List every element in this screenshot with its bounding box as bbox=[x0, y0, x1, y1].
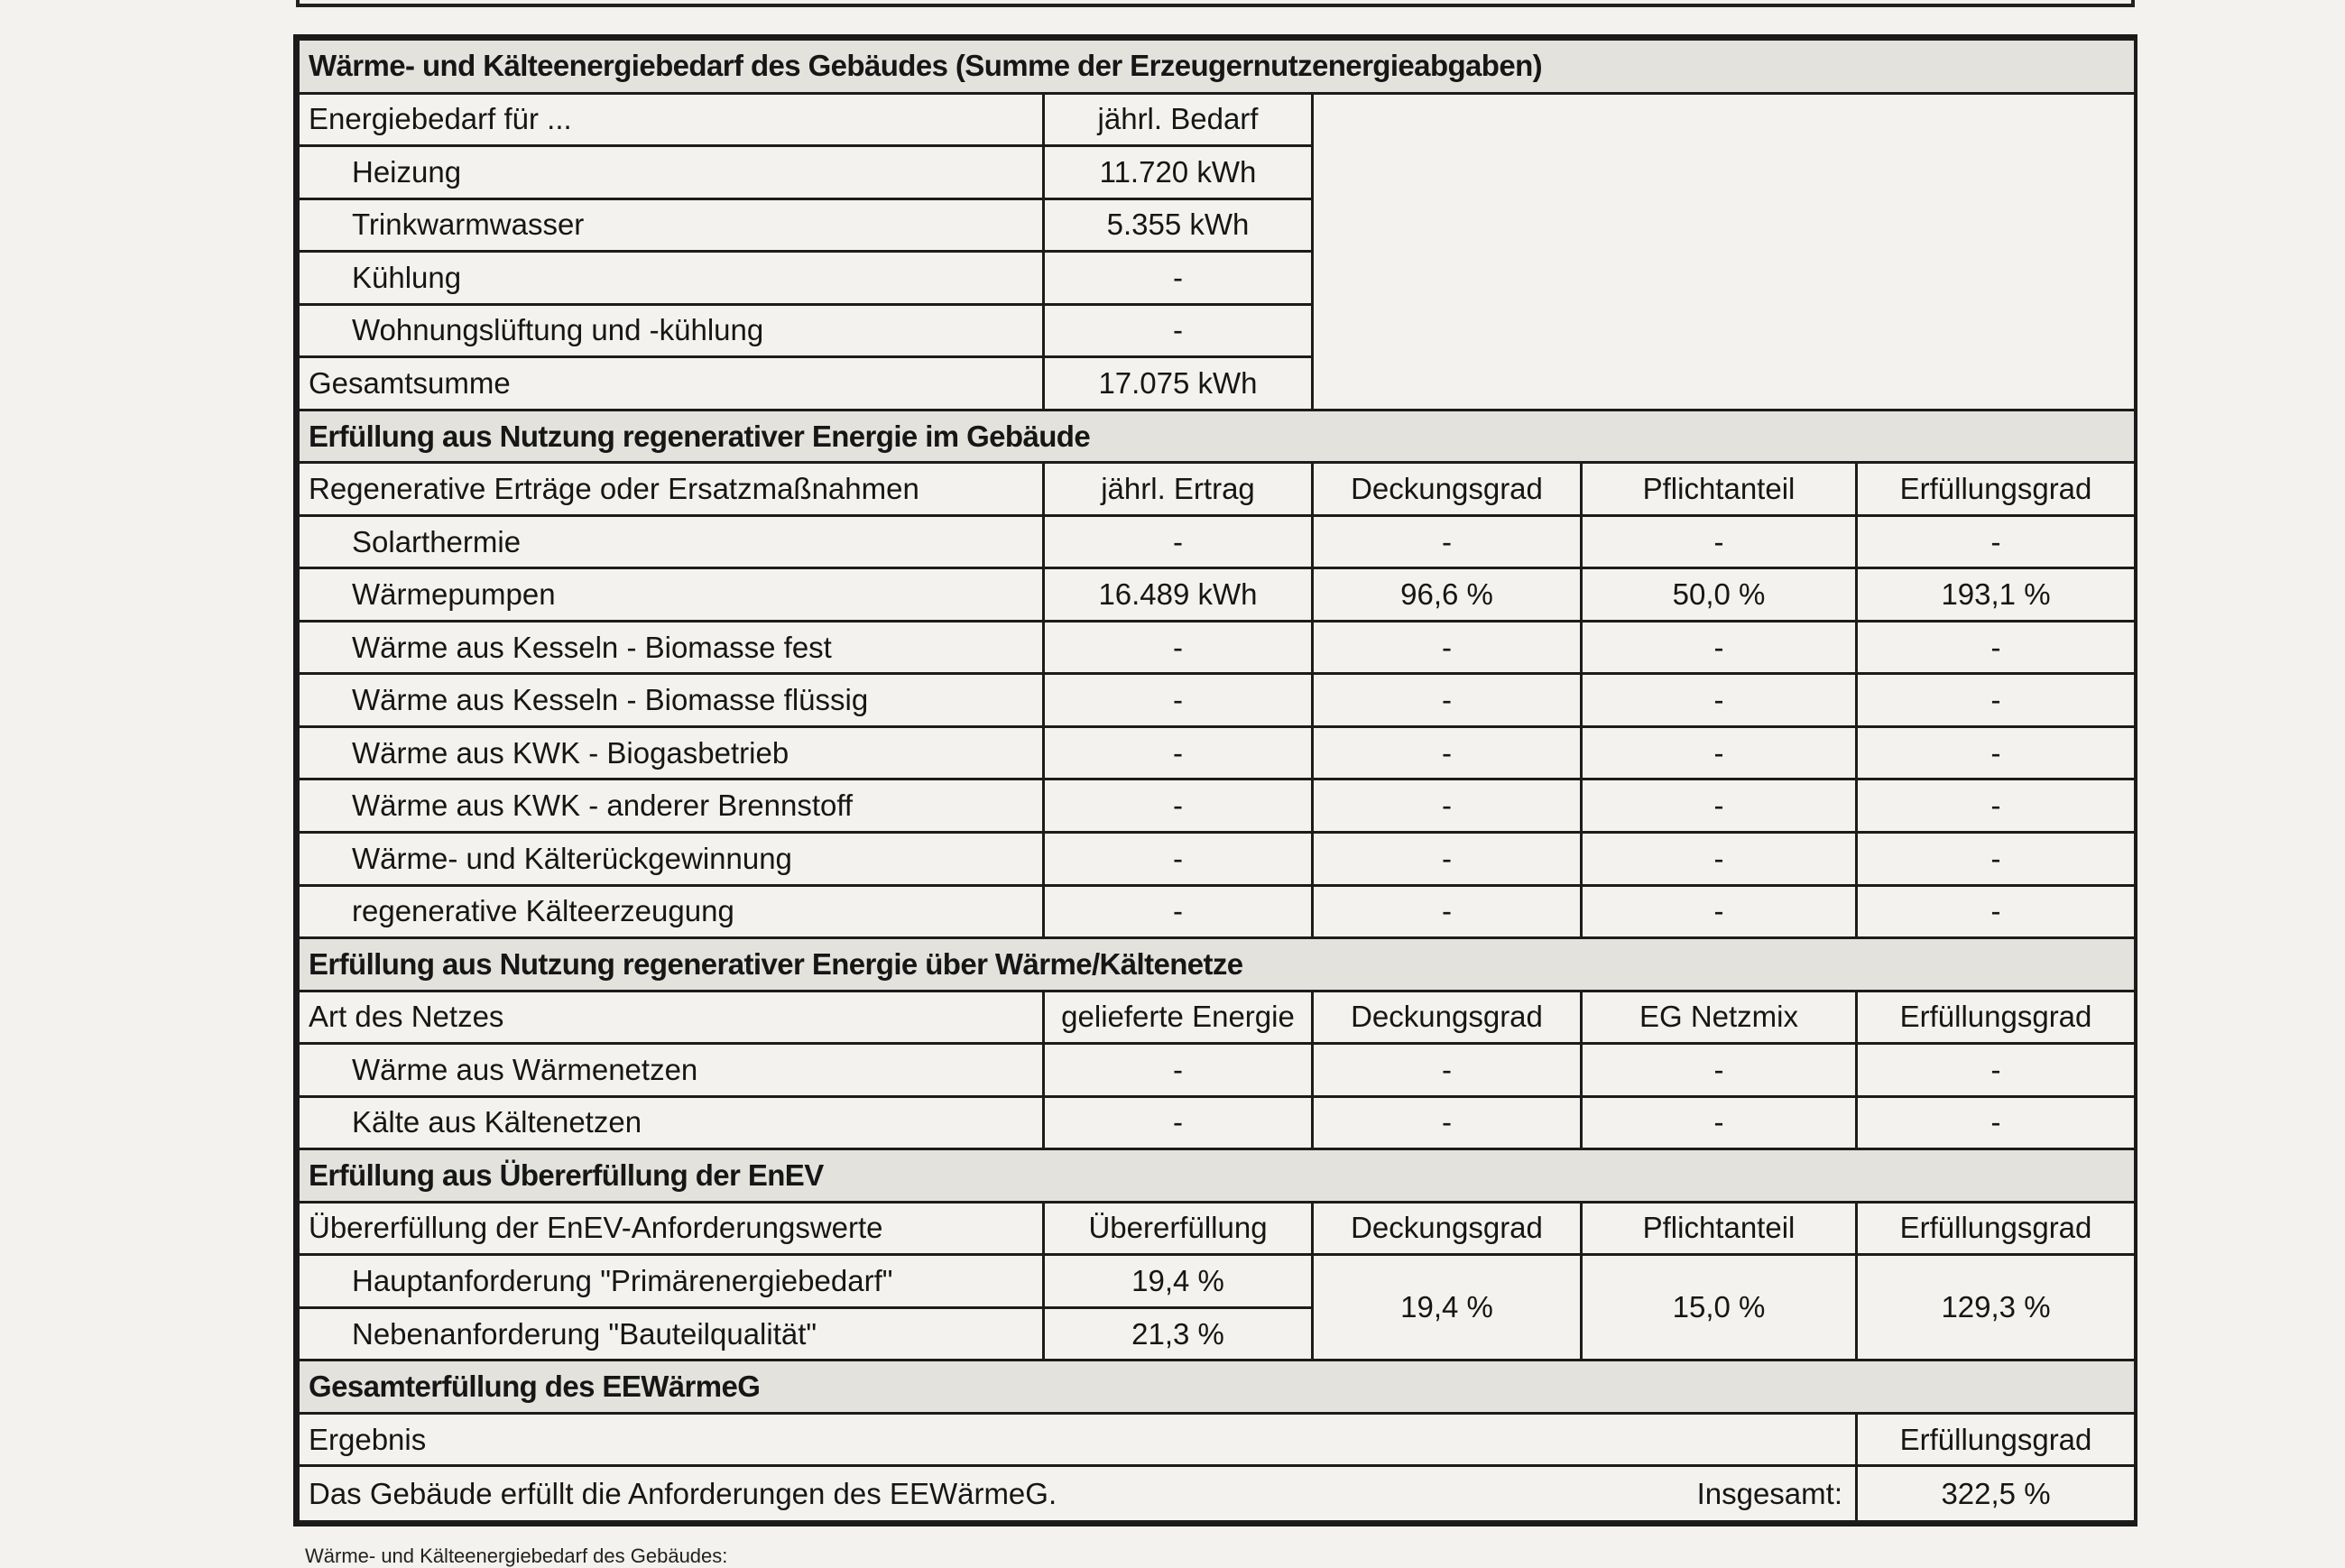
row-label: Wärme aus Kesseln - Biomasse flüssig bbox=[299, 674, 1044, 727]
total-value: 322,5 % bbox=[1857, 1466, 2136, 1522]
cell-value: - bbox=[1857, 621, 2136, 674]
table-row bbox=[299, 832, 2136, 885]
cell-value: 21,3 % bbox=[1044, 1307, 1313, 1360]
demand-row-value: - bbox=[1044, 252, 1313, 305]
result-header: Erfüllungsgrad bbox=[1857, 1413, 2136, 1466]
cell-value: - bbox=[1313, 1044, 1582, 1097]
cell-value: 50,0 % bbox=[1582, 568, 1857, 622]
section-title-enev-overfulfilment: Erfüllung aus Übererfüllung der EnEV bbox=[299, 1149, 2136, 1203]
cell-value: - bbox=[1857, 1096, 2136, 1149]
row-label: Wärme aus Wärmenetzen bbox=[299, 1044, 1044, 1097]
table-row bbox=[299, 726, 2136, 779]
demand-row-label: Wohnungslüftung und -kühlung bbox=[299, 304, 1044, 357]
table-row bbox=[299, 885, 2136, 938]
row-label: Wärme aus KWK - Biogasbetrieb bbox=[299, 726, 1044, 779]
column-header: Übererfüllung der EnEV-Anforderungswerte bbox=[299, 1202, 1044, 1255]
table-row bbox=[299, 1044, 2136, 1097]
empty-area bbox=[1313, 93, 2136, 410]
column-header: Regenerative Erträge oder Ersatzmaßnahmen bbox=[299, 463, 1044, 516]
cell-value: - bbox=[1857, 832, 2136, 885]
cell-value: - bbox=[1582, 674, 1857, 727]
eewaermeg-table bbox=[297, 38, 2137, 1523]
cell-value: - bbox=[1313, 515, 1582, 568]
demand-total-value: 17.075 kWh bbox=[1044, 357, 1313, 410]
row-label: Wärme- und Kälterückgewinnung bbox=[299, 832, 1044, 885]
cell-value: - bbox=[1044, 1044, 1313, 1097]
table-row bbox=[299, 779, 2136, 833]
cell-value: - bbox=[1857, 1044, 2136, 1097]
cell-value: 96,6 % bbox=[1313, 568, 1582, 622]
column-header: Erfüllungsgrad bbox=[1857, 991, 2136, 1044]
cell-value: 193,1 % bbox=[1857, 568, 2136, 622]
table-row bbox=[299, 621, 2136, 674]
cell-value: - bbox=[1044, 779, 1313, 833]
section-title-heat-networks: Erfüllung aus Nutzung regenerativer Energie über Wärme/Kältenetze bbox=[299, 938, 2136, 992]
cell-value: - bbox=[1044, 885, 1313, 938]
table-row bbox=[299, 1255, 2136, 1308]
row-label: Kälte aus Kältenetzen bbox=[299, 1096, 1044, 1149]
cell-value: - bbox=[1582, 1096, 1857, 1149]
table-row bbox=[299, 674, 2136, 727]
cell-value: - bbox=[1857, 885, 2136, 938]
cell-value: - bbox=[1857, 515, 2136, 568]
cell-value: - bbox=[1582, 832, 1857, 885]
cell-value: - bbox=[1857, 674, 2136, 727]
row-label: Hauptanforderung "Primärenergiebedarf" bbox=[299, 1255, 1044, 1308]
column-header: Erfüllungsgrad bbox=[1857, 463, 2136, 516]
cell-value: - bbox=[1582, 621, 1857, 674]
demand-row-label: Kühlung bbox=[299, 252, 1044, 305]
column-header: Art des Netzes bbox=[299, 991, 1044, 1044]
demand-total-label: Gesamtsumme bbox=[299, 357, 1044, 410]
cell-value: - bbox=[1582, 779, 1857, 833]
column-header: Deckungsgrad bbox=[1313, 463, 1582, 516]
result-label: Ergebnis bbox=[299, 1413, 1857, 1466]
demand-row-value: - bbox=[1044, 304, 1313, 357]
demand-row-label: Trinkwarmwasser bbox=[299, 198, 1044, 252]
cell-value: - bbox=[1313, 885, 1582, 938]
cell-value: - bbox=[1313, 1096, 1582, 1149]
cell-value: - bbox=[1582, 1044, 1857, 1097]
demand-header-label: Energiebedarf für ... bbox=[299, 93, 1044, 146]
cell-value: - bbox=[1857, 779, 2136, 833]
row-label: Wärmepumpen bbox=[299, 568, 1044, 622]
row-label: regenerative Kälteerzeugung bbox=[299, 885, 1044, 938]
enev-erfuellungsgrad: 129,3 % bbox=[1857, 1255, 2136, 1360]
cell-value: - bbox=[1044, 832, 1313, 885]
enev-deckungsgrad: 19,4 % bbox=[1313, 1255, 1582, 1360]
cell-value: - bbox=[1582, 885, 1857, 938]
column-header: Deckungsgrad bbox=[1313, 991, 1582, 1044]
demand-header-value: jährl. Bedarf bbox=[1044, 93, 1313, 146]
column-header: jährl. Ertrag bbox=[1044, 463, 1313, 516]
cell-value: - bbox=[1313, 674, 1582, 727]
demand-row-value: 5.355 kWh bbox=[1044, 198, 1313, 252]
cell-value: 16.489 kWh bbox=[1044, 568, 1313, 622]
column-header: Erfüllungsgrad bbox=[1857, 1202, 2136, 1255]
cell-value: - bbox=[1313, 832, 1582, 885]
cell-value: - bbox=[1313, 726, 1582, 779]
cell-value: - bbox=[1857, 726, 2136, 779]
demand-row-value: 11.720 kWh bbox=[1044, 146, 1313, 199]
section-title-total-fulfilment: Gesamterfüllung des EEWärmeG bbox=[299, 1360, 2136, 1414]
cell-value: - bbox=[1044, 621, 1313, 674]
row-label: Nebenanforderung "Bauteilqualität" bbox=[299, 1307, 1044, 1360]
column-header: Pflichtanteil bbox=[1582, 1202, 1857, 1255]
result-statement: Das Gebäude erfüllt die Anforderungen des EEWärmeG. bbox=[299, 1466, 1582, 1522]
cell-value: - bbox=[1044, 515, 1313, 568]
table-row bbox=[299, 568, 2136, 622]
table-row bbox=[299, 515, 2136, 568]
cell-value: - bbox=[1582, 515, 1857, 568]
row-label: Wärme aus Kesseln - Biomasse fest bbox=[299, 621, 1044, 674]
column-header: Pflichtanteil bbox=[1582, 463, 1857, 516]
footer-note: Wärme- und Kälteenergiebedarf des Gebäudes: bbox=[305, 1545, 728, 1567]
cell-value: - bbox=[1313, 779, 1582, 833]
cell-value: - bbox=[1044, 726, 1313, 779]
row-label: Wärme aus KWK - anderer Brennstoff bbox=[299, 779, 1044, 833]
previous-section-frame bbox=[296, 0, 2135, 7]
eewaermeg-summary-sheet bbox=[293, 34, 2137, 1526]
section-title-renewable-building: Erfüllung aus Nutzung regenerativer Energie im Gebäude bbox=[299, 410, 2136, 463]
column-header: EG Netzmix bbox=[1582, 991, 1857, 1044]
cell-value: - bbox=[1313, 621, 1582, 674]
total-label: Insgesamt: bbox=[1582, 1466, 1857, 1522]
column-header: Übererfüllung bbox=[1044, 1202, 1313, 1255]
row-label: Solarthermie bbox=[299, 515, 1044, 568]
table-row bbox=[299, 1096, 2136, 1149]
column-header: Deckungsgrad bbox=[1313, 1202, 1582, 1255]
column-header: gelieferte Energie bbox=[1044, 991, 1313, 1044]
cell-value: - bbox=[1582, 726, 1857, 779]
demand-row-label: Heizung bbox=[299, 146, 1044, 199]
cell-value: - bbox=[1044, 1096, 1313, 1149]
section-title-energy-demand: Wärme- und Kälteenergiebedarf des Gebäudes (Summe der Erzeugernutzenergieabgaben) bbox=[299, 40, 2136, 94]
cell-value: - bbox=[1044, 674, 1313, 727]
enev-pflichtanteil: 15,0 % bbox=[1582, 1255, 1857, 1360]
cell-value: 19,4 % bbox=[1044, 1255, 1313, 1308]
